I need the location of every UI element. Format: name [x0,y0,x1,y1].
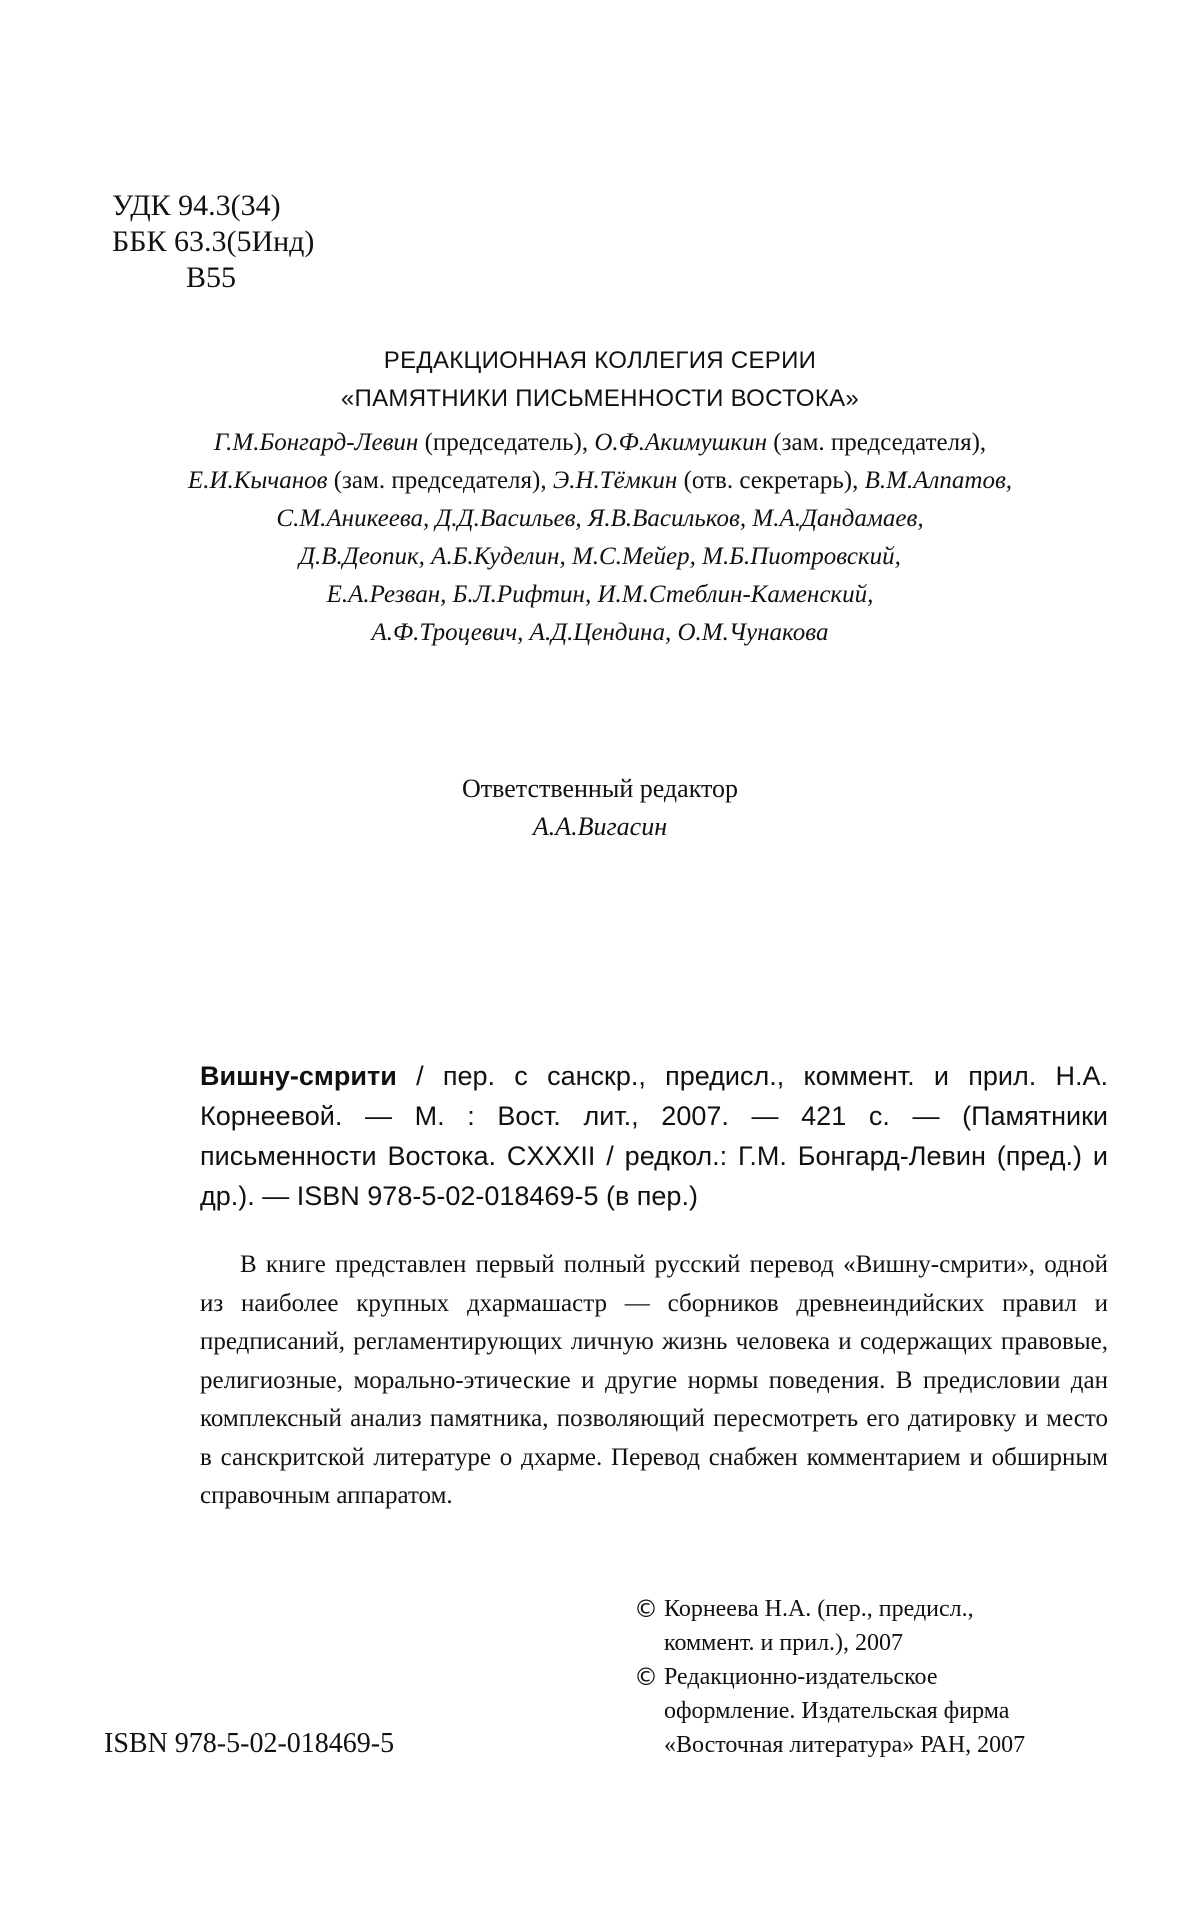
copyright-block [634,1592,1114,1762]
copyright-line: оформление. Издательская фирма [664,1698,1010,1724]
author-mark: В55 [186,261,237,294]
copyright-translator [634,1592,1114,1660]
editorial-board [100,342,1100,652]
book-title: Вишну-смрити [200,1061,397,1091]
copyright-line: коммент. и прил.), 2007 [664,1630,904,1656]
member-role: (зам. председателя), [767,429,987,456]
member-name: О.Ф.Акимушкин [594,429,768,456]
responsible-editor [100,770,1100,846]
member-role: (председатель), [418,429,595,456]
annotation-paragraph: В книге представлен первый полный русский перевод «Вишну-смрити», одной из наиболее крупных дхармашастр — сборников древнеиндийских правил и предписаний, регламентирующих личную жизнь человека и содержащих правовые, религиозные, морально-этические и другие нормы поведения. В предисловии дан комплексный анализ памятника, позволяющий пересмотреть его датировку и место в санскритской литературе о дхарме. Перевод снабжен комментарием и обширным справочным аппаратом. [200,1251,1108,1509]
udk-code: УДК 94.3(34) [112,189,281,222]
board-title-line-1: РЕДАКЦИОННАЯ КОЛЛЕГИЯ СЕРИИ [383,347,817,374]
copyright-icon: © [634,1663,658,1691]
member-name: Е.И.Кычанов [187,467,328,494]
copyright-line: Корнеева Н.А. (пер., предисл., [664,1596,974,1622]
member-name: Э.Н.Тёмкин [552,467,678,494]
board-members [100,424,1100,652]
board-members-line-5: Е.А.Резван, Б.Л.Рифтин, И.М.Стеблин-Каменский, [326,581,874,608]
bbk-code: ББК 63.3(5Инд) [112,225,315,258]
copyright-line: Редакционно-издательское [664,1664,938,1690]
board-members-line-4: Д.В.Деопик, А.Б.Куделин, М.С.Мейер, М.Б.Пиотровский, [299,543,901,570]
bibliographic-entry [200,1056,1108,1216]
member-name: Г.М.Бонгард-Левин [213,429,419,456]
board-members-line-6: А.Ф.Троцевич, А.Д.Цендина, О.М.Чунакова [371,619,829,646]
board-members-line-2 [100,462,1100,500]
editor-label: Ответственный редактор [461,774,739,803]
copyright-publisher [634,1660,1114,1762]
board-members-line-1 [100,424,1100,462]
member-role: (отв. секретарь), [677,467,865,494]
classification-block [112,188,314,296]
editor-name: А.А.Вигасин [532,812,668,841]
copyright-icon: © [634,1595,658,1623]
isbn: ISBN 978-5-02-018469-5 [104,1728,395,1759]
member-name: В.М.Алпатов, [864,467,1013,494]
board-members-line-3: С.М.Аникеева, Д.Д.Васильев, Я.В.Васильков, М.А.Дандамаев, [276,505,924,532]
copyright-line: «Восточная литература» РАН, 2007 [664,1732,1026,1758]
bibliographic-description: / пер. с санскр., предисл., коммент. и прил. Н.А. Корнеевой. — М. : Вост. лит., 2007. — 421 с. — (Памятники письменности Востока. CXXXII / редкол.: Г.М. Бонгард-Левин (пред.) и др.). — ISBN 978-5-02-018469-5 (в пер.) [200,1061,1108,1211]
member-role: (зам. председателя), [327,467,553,494]
board-title-line-2: «ПАМЯТНИКИ ПИСЬМЕННОСТИ ВОСТОКА» [340,385,860,412]
